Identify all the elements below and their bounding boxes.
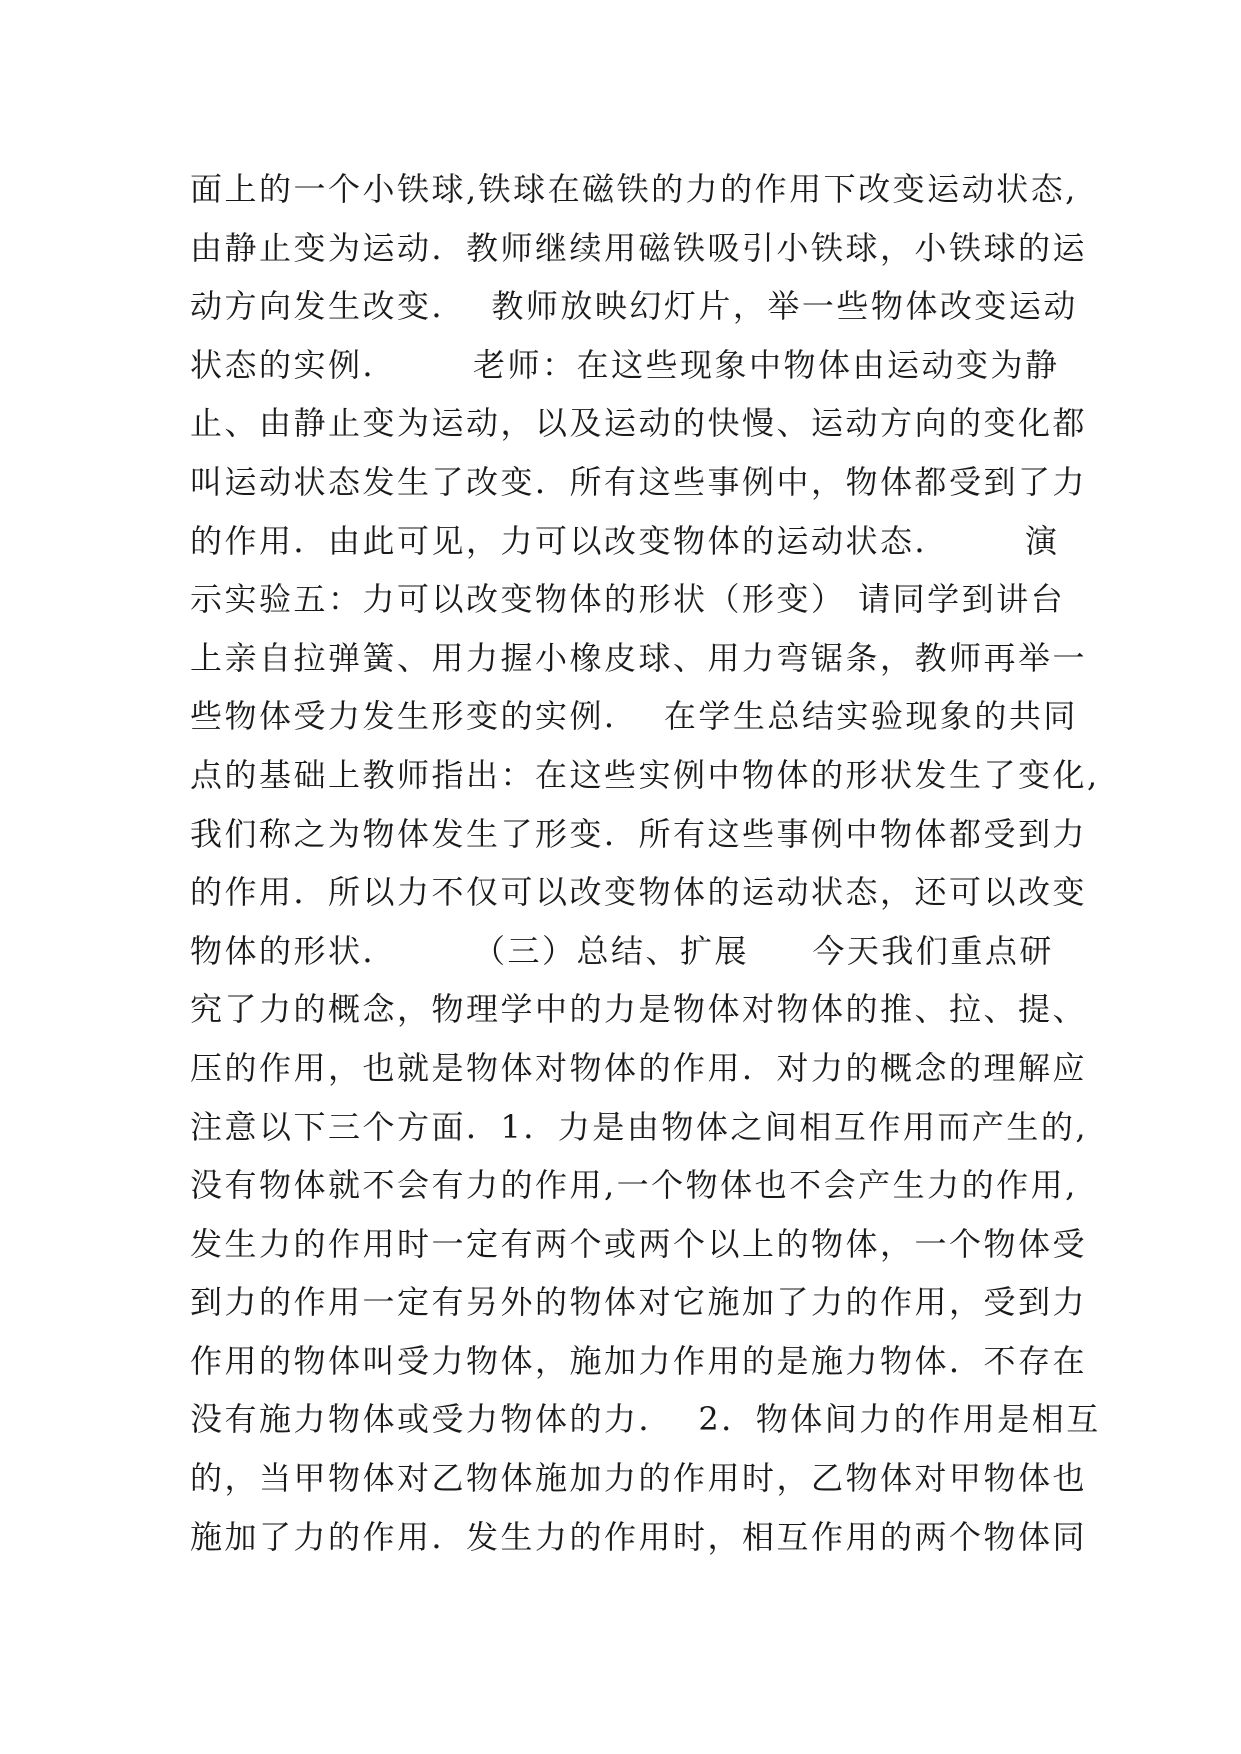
text-line: 的，当甲物体对乙物体施加力的作用时，乙物体对甲物体也 <box>190 1459 1088 1498</box>
text-line: 示实验五：力可以改变物体的形状（形变） 请同学到讲台 <box>190 580 1066 619</box>
text-line: 发生力的作用时一定有两个或两个以上的物体，一个物体受 <box>190 1224 1088 1263</box>
text-line: 没有物体就不会有力的作用,一个物体也不会产生力的作用, <box>190 1166 1078 1205</box>
text-line: 上亲自拉弹簧、用力握小橡皮球、用力弯锯条，教师再举一 <box>190 638 1088 677</box>
text-line: 些物体受力发生形变的实例． 在学生总结实验现象的共同 <box>190 697 1078 736</box>
text-line: 究了力的概念，物理学中的力是物体对物体的推、拉、提、 <box>190 990 1088 1029</box>
body-text <box>190 160 1101 1566</box>
text-line: 施加了力的作用．发生力的作用时，相互作用的两个物体同 <box>190 1517 1088 1556</box>
text-line: 点的基础上教师指出：在这些实例中物体的形状发生了变化, <box>190 755 1100 794</box>
text-line: 注意以下三个方面．1．力是由物体之间相互作用而产生的, <box>190 1107 1089 1146</box>
text-line: 没有施力物体或受力物体的力． 2．物体间力的作用是相互 <box>190 1400 1101 1439</box>
text-line: 叫运动状态发生了改变．所有这些事例中，物体都受到了力 <box>190 462 1088 501</box>
text-line: 作用的物体叫受力物体，施加力作用的是施力物体．不存在 <box>190 1341 1088 1380</box>
text-line: 的作用．所以力不仅可以改变物体的运动状态，还可以改变 <box>190 873 1088 912</box>
text-line: 到力的作用一定有另外的物体对它施加了力的作用，受到力 <box>190 1283 1088 1322</box>
text-line: 面上的一个小铁球,铁球在磁铁的力的作用下改变运动状态, <box>190 170 1078 208</box>
text-line: 动方向发生改变． 教师放映幻灯片，举一些物体改变运动 <box>190 287 1078 326</box>
text-line: 状态的实例． 老师：在这些现象中物体由运动变为静 <box>190 345 1060 384</box>
text-line: 止、由静止变为运动，以及运动的快慢、运动方向的变化都 <box>190 404 1088 443</box>
text-line: 的作用．由此可见，力可以改变物体的运动状态． 演 <box>190 521 1060 560</box>
text-line: 压的作用，也就是物体对物体的作用．对力的概念的理解应 <box>190 1048 1088 1087</box>
text-line: 物体的形状． （三）总结、扩展 今天我们重点研 <box>190 931 1054 970</box>
text-line: 由静止变为运动．教师继续用磁铁吸引小铁球，小铁球的运 <box>190 228 1088 267</box>
text-line: 我们称之为物体发生了形变．所有这些事例中物体都受到力 <box>190 814 1088 853</box>
